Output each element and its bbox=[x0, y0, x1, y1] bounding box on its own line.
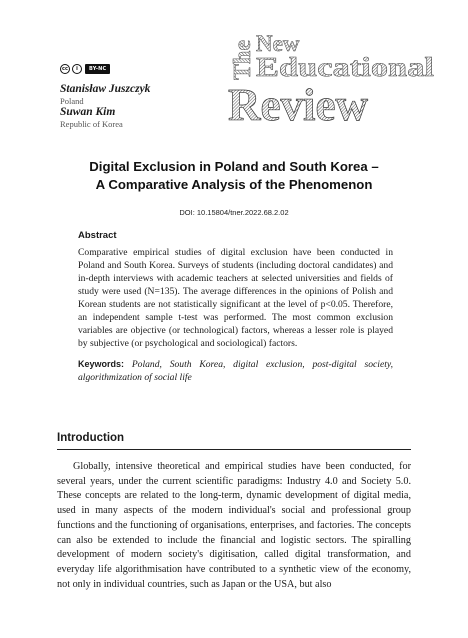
abstract-section bbox=[78, 230, 393, 384]
cc-icons bbox=[60, 64, 82, 74]
introduction-text: Globally, intensive theoretical and empirical studies have been conducted, for several years, under the current scientific paradigms: Industry 4.0 and Society 5.0. These concepts are related to the long-term, dynamic development of digital media, used in many aspects of the modern individual's social and professional group functions and the functioning of organisations, enterprises, and factories. The concepts can also be extended to include the financial and logistic sectors. The spiralling development of modern society's digitisation, called digital transformation, and everyday life algorithmisation have contributed to a synthetic view of the economy, not only in individual countries, such as Japan or the USA, but also bbox=[57, 461, 411, 590]
abstract-text: Comparative empirical studies of digital exclusion have been conducted in Poland and South Korea. Surveys of students (including doctoral candidates) and in-depth interviews with academic teachers at selected universities and fields of study were used (N=135). The average differences in the opinions of Polish and Korean students are not statistically significant at the level of p<0.05. Therefore, an independent sample t-test was performed. The most common exclusion variables are objective (or technological) factors, whereas a lesser role is played by subjective (or psychological and sociological) factors. bbox=[78, 247, 393, 349]
logo-review: Review bbox=[228, 79, 368, 125]
section-divider bbox=[57, 449, 411, 450]
logo-educational: Educational bbox=[256, 52, 435, 82]
title-line: Digital Exclusion in Poland and South Korea – bbox=[89, 159, 379, 174]
author-block bbox=[60, 83, 150, 129]
creative-commons-icon: cc bbox=[60, 64, 70, 74]
keywords-text: Poland, South Korea, digital exclusion, post-digital society, algorithmization of social life bbox=[78, 359, 393, 383]
author-name: Stanisław Juszczyk bbox=[60, 83, 151, 95]
paper-title bbox=[40, 158, 428, 194]
author-country: Poland bbox=[60, 96, 84, 106]
keywords-label: Keywords: bbox=[78, 359, 125, 369]
logo-the: The bbox=[230, 39, 256, 80]
license-label: BY-NC bbox=[85, 64, 110, 74]
keywords bbox=[78, 358, 393, 384]
author-country: Republic of Korea bbox=[60, 119, 123, 129]
title-line: A Comparative Analysis of the Phenomenon bbox=[95, 177, 373, 192]
cc-license-badge[interactable] bbox=[60, 64, 110, 74]
doi-link[interactable]: DOI: 10.15804/tner.2022.68.2.02 bbox=[179, 208, 289, 217]
journal-logo bbox=[224, 30, 436, 125]
abstract-heading: Abstract bbox=[78, 230, 117, 241]
introduction-heading: Introduction bbox=[57, 432, 125, 444]
attribution-icon: i bbox=[72, 64, 82, 74]
author-name: Suwan Kim bbox=[60, 106, 116, 118]
logo-new: New bbox=[256, 31, 300, 56]
